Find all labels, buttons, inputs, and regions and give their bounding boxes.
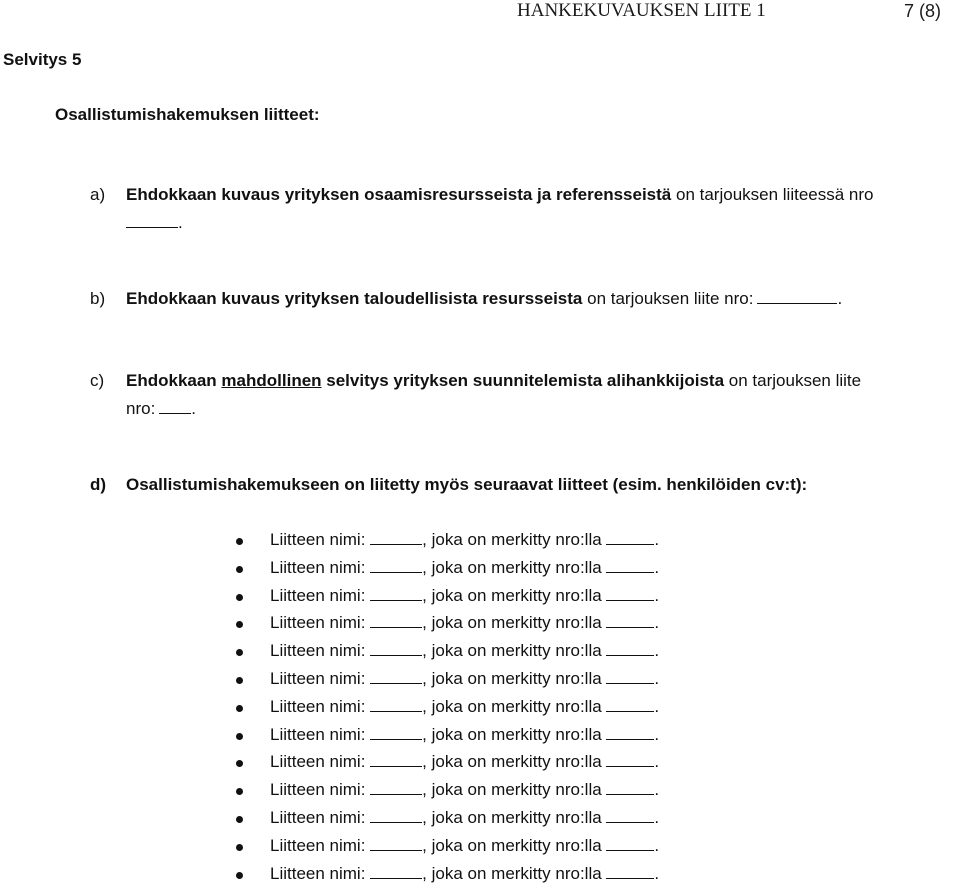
attachment-prefix: Liitteen nimi:	[270, 668, 371, 688]
attachment-name-blank[interactable]	[370, 643, 422, 656]
attachment-middle: , joka on merkitty nro:lla	[422, 557, 607, 577]
attachment-prefix: Liitteen nimi:	[270, 530, 371, 549]
attachment-number-blank[interactable]	[606, 727, 654, 740]
item-c-cont	[126, 399, 196, 419]
attachment-middle: , joka on merkitty nro:lla	[422, 585, 607, 605]
item-b-label: b)	[90, 289, 106, 308]
item-a-cont	[126, 213, 183, 233]
item-a-blank[interactable]	[126, 215, 178, 228]
attachment-item	[232, 836, 659, 864]
attachment-prefix: Liitteen nimi:	[270, 585, 371, 605]
item-c-bold2: selvitys yrityksen suunnitelemista alihankkijoista	[321, 371, 725, 390]
attachment-prefix: Liitteen nimi:	[270, 724, 371, 744]
attachment-end: .	[654, 668, 660, 688]
document-title: HANKEKUVAUKSEN LIITE 1	[517, 0, 766, 21]
attachment-name-blank[interactable]	[370, 782, 422, 795]
attachment-number-blank[interactable]	[606, 782, 654, 795]
attachment-number-blank[interactable]	[606, 671, 654, 684]
bullet-icon	[236, 594, 243, 601]
attachment-name-blank[interactable]	[370, 754, 422, 767]
attachment-end: .	[654, 752, 660, 772]
item-a-rest: on tarjouksen liiteessä nro	[671, 185, 874, 204]
subsection-title: Osallistumishakemuksen liitteet:	[55, 105, 320, 124]
bullet-icon	[236, 566, 243, 573]
attachment-prefix: Liitteen nimi:	[270, 807, 371, 827]
item-c-period: .	[191, 399, 197, 418]
bullet-icon	[236, 733, 243, 740]
bullet-icon	[236, 538, 243, 545]
attachment-prefix: Liitteen nimi:	[270, 613, 371, 633]
attachment-end: .	[654, 780, 660, 800]
item-c	[90, 371, 861, 391]
attachment-middle: , joka on merkitty nro:lla	[422, 780, 607, 800]
attachment-number-blank[interactable]	[606, 532, 654, 545]
attachment-item	[232, 808, 659, 836]
bullet-icon	[236, 649, 243, 656]
attachment-name-blank[interactable]	[370, 615, 422, 628]
attachment-item	[232, 530, 659, 558]
bullet-icon	[236, 872, 243, 879]
attachment-middle: , joka on merkitty nro:lla	[422, 530, 607, 549]
attachment-item	[232, 752, 659, 780]
attachment-item	[232, 669, 659, 697]
item-b	[90, 289, 842, 309]
attachment-item	[232, 558, 659, 586]
attachment-middle: , joka on merkitty nro:lla	[422, 696, 607, 716]
item-b-rest: on tarjouksen liite nro:	[582, 289, 754, 308]
item-c-bold1: Ehdokkaan	[126, 371, 222, 390]
bullet-icon	[236, 816, 243, 823]
attachment-prefix: Liitteen nimi:	[270, 696, 371, 716]
attachment-end: .	[654, 585, 660, 605]
attachment-name-blank[interactable]	[370, 532, 422, 545]
bullet-icon	[236, 677, 243, 684]
item-a-period: .	[178, 213, 183, 232]
item-d-label: d)	[90, 475, 107, 494]
attachment-end: .	[654, 863, 660, 883]
attachment-prefix: Liitteen nimi:	[270, 641, 371, 661]
attachment-number-blank[interactable]	[606, 810, 654, 823]
item-d-text: Osallistumishakemukseen on liitetty myös seuraavat liitteet (esim. henkilöiden cv:t):	[126, 475, 808, 494]
attachment-number-blank[interactable]	[606, 615, 654, 628]
attachment-end: .	[654, 530, 660, 549]
attachment-item	[232, 780, 659, 808]
page-number: 7 (8)	[904, 1, 942, 21]
attachment-middle: , joka on merkitty nro:lla	[422, 613, 607, 633]
attachment-prefix: Liitteen nimi:	[270, 835, 371, 855]
item-c-rest: on tarjouksen liite	[724, 371, 862, 390]
attachment-prefix: Liitteen nimi:	[270, 863, 371, 883]
attachment-middle: , joka on merkitty nro:lla	[422, 724, 607, 744]
attachment-end: .	[654, 613, 660, 633]
item-a-label: a)	[90, 185, 106, 204]
attachment-item	[232, 613, 659, 641]
bullet-icon	[236, 705, 243, 712]
item-a	[90, 185, 874, 205]
attachment-item	[232, 586, 659, 614]
item-a-bold: Ehdokkaan kuvaus yrityksen osaamisresursseista ja referensseistä	[126, 185, 672, 204]
attachment-number-blank[interactable]	[606, 866, 654, 879]
item-c-label: c)	[90, 371, 105, 390]
attachment-number-blank[interactable]	[606, 754, 654, 767]
attachment-name-blank[interactable]	[370, 838, 422, 851]
attachment-prefix: Liitteen nimi:	[270, 557, 371, 577]
attachment-prefix: Liitteen nimi:	[270, 752, 371, 772]
bullet-icon	[236, 788, 243, 795]
attachment-number-blank[interactable]	[606, 643, 654, 656]
bullet-icon	[236, 844, 243, 851]
item-c-cont-text: nro:	[126, 399, 156, 418]
page-header	[517, 0, 942, 22]
attachment-name-blank[interactable]	[370, 699, 422, 712]
bullet-icon	[236, 621, 243, 628]
attachment-item	[232, 725, 659, 753]
attachment-end: .	[654, 724, 660, 744]
attachment-number-blank[interactable]	[606, 560, 654, 573]
attachment-middle: , joka on merkitty nro:lla	[422, 863, 607, 883]
attachment-name-blank[interactable]	[370, 560, 422, 573]
attachment-name-blank[interactable]	[370, 588, 422, 601]
attachment-number-blank[interactable]	[606, 588, 654, 601]
item-b-bold: Ehdokkaan kuvaus yrityksen taloudellisista resursseista	[126, 289, 583, 308]
attachment-number-blank[interactable]	[606, 699, 654, 712]
attachment-middle: , joka on merkitty nro:lla	[422, 807, 607, 827]
attachment-middle: , joka on merkitty nro:lla	[422, 835, 607, 855]
attachment-end: .	[654, 835, 660, 855]
item-c-underlined: mahdollinen	[221, 371, 322, 390]
attachment-number-blank[interactable]	[606, 838, 654, 851]
attachment-end: .	[654, 696, 660, 716]
attachment-end: .	[654, 641, 660, 661]
attachment-end: .	[654, 807, 660, 827]
attachment-middle: , joka on merkitty nro:lla	[422, 752, 607, 772]
attachment-end: .	[654, 557, 660, 577]
section-title: Selvitys 5	[3, 50, 82, 69]
attachment-prefix: Liitteen nimi:	[270, 780, 371, 800]
attachment-name-blank[interactable]	[370, 727, 422, 740]
attachment-middle: , joka on merkitty nro:lla	[422, 668, 607, 688]
item-b-period: .	[837, 289, 843, 308]
attachment-name-blank[interactable]	[370, 810, 422, 823]
item-b-blank[interactable]	[757, 291, 837, 304]
attachment-item	[232, 641, 659, 669]
attachment-name-blank[interactable]	[370, 866, 422, 879]
attachment-middle: , joka on merkitty nro:lla	[422, 641, 607, 661]
attachment-item	[232, 864, 659, 891]
attachment-list	[232, 530, 659, 891]
bullet-icon	[236, 760, 243, 767]
attachment-name-blank[interactable]	[370, 671, 422, 684]
item-d	[90, 475, 807, 495]
attachment-item	[232, 697, 659, 725]
item-c-blank[interactable]	[159, 401, 191, 414]
